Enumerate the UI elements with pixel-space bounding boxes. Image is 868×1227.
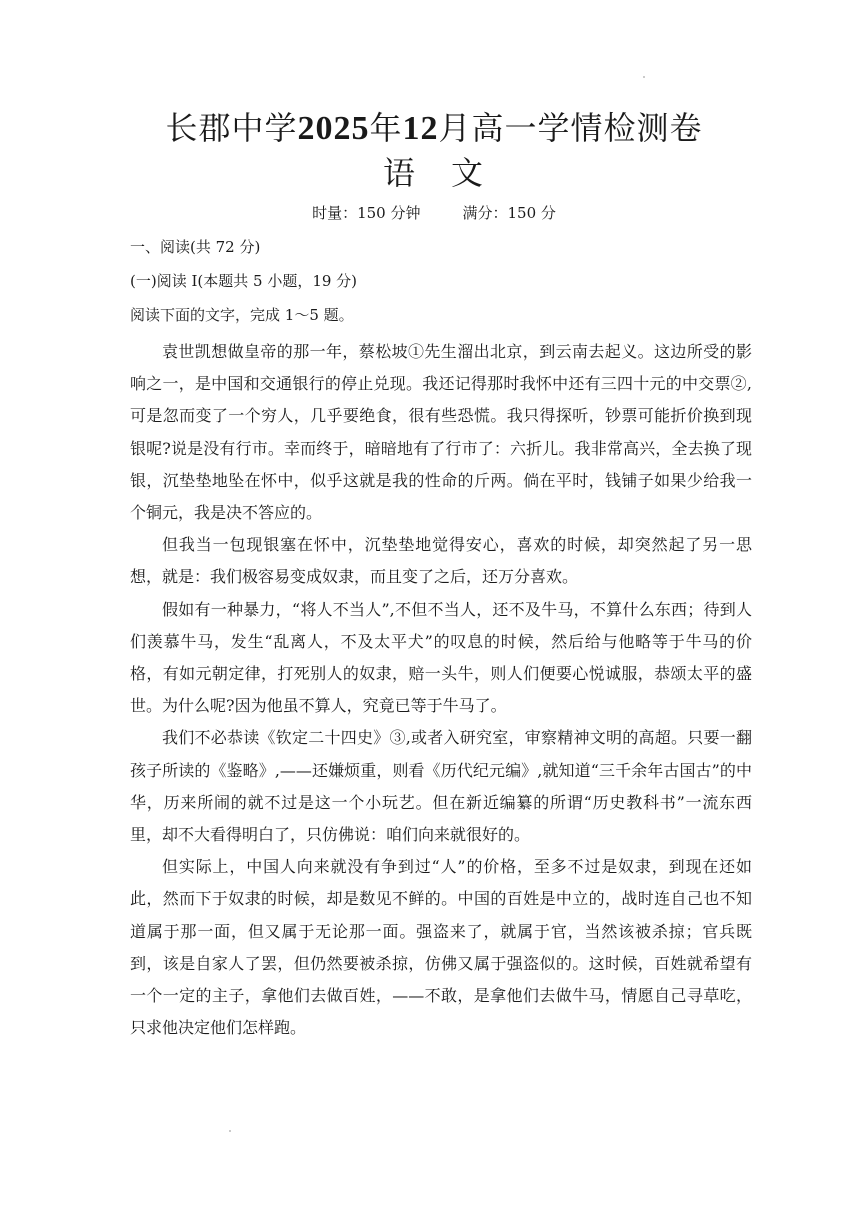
title-month: 12 bbox=[402, 110, 439, 147]
passage-paragraph: 但我当一包现银塞在怀中，沉垫垫地觉得安心，喜欢的时候，却突然起了另一思想，就是：我们极容易变成奴隶，而且变了之后，还万分喜欢。 bbox=[130, 535, 752, 587]
reading-instruction: 阅读下面的文字，完成 1～5 题。 bbox=[130, 306, 354, 324]
passage-paragraph: 我们不必恭读《钦定二十四史》③,或者入研究室，审察精神文明的高超。只要一翻孩子所读的《鉴略》,——还嫌烦重，则看《历代纪元编》,就知道“三千余年古国古”的中华，历来所闹的就不过是这一个小玩艺。但在新近编纂的所谓“历史教科书”一流东西里，却不大看得明白了，只仿佛说：咱们向来就很好的。 bbox=[130, 728, 752, 845]
exam-meta bbox=[0, 201, 868, 225]
scan-speck bbox=[229, 1130, 231, 1132]
title-year-suffix: 年 bbox=[369, 109, 403, 147]
passage-paragraph: 假如有一种暴力，“将人不当人”,不但不当人，还不及牛马，不算什么东西；待到人们羡慕牛马，发生“乱离人，不及太平犬”的叹息的时候，然后给与他略等于牛马的价格，有如元朝定律，打死别人的奴隶，赔一头牛，则人们便要心悦诚服，恭颂太平的盛世。为什么呢?因为他虽不算人，究竟已等于牛马了。 bbox=[130, 599, 752, 716]
full-score: 满分：150 分 bbox=[462, 204, 556, 222]
passage-paragraph: 袁世凯想做皇帝的那一年，蔡松坡①先生溜出北京，到云南去起义。这边所受的影响之一，是中国和交通银行的停止兑现。我还记得那时我怀中还有三四十元的中交票②,可是忽而变了一个穷人，几乎要绝食，很有些恐慌。我只得探听，钞票可能折价换到现银呢?说是没有行市。幸而终于，暗暗地有了行市了：六折儿。我非常高兴，全去换了现银，沉垫垫地坠在怀中，似乎这就是我的性命的斤两。倘在平时，钱铺子如果少给我一个铜元，我是决不答应的。 bbox=[130, 342, 752, 523]
subject-title: 语 文 bbox=[382, 154, 485, 192]
title-school: 长郡中学 bbox=[165, 109, 298, 147]
title-year: 2025 bbox=[297, 110, 370, 147]
scan-speck bbox=[643, 76, 645, 78]
passage-paragraph: 但实际上，中国人向来就没有争到过“人”的价格，至多不过是奴隶，到现在还如此，然而下于奴隶的时候，却是数见不鲜的。中国的百姓是中立的，战时连自己也不知道属于那一面，但又属于无论那一面。强盗来了，就属于官，当然该被杀掠；官兵既到，该是自家人了罢，但仍然要被杀掠，仿佛又属于强盗似的。这时候，百姓就希望有一个一定的主子，拿他们去做百姓，——不敢，是拿他们去做牛马，情愿自己寻草吃，只求他决定他们怎样跑。 bbox=[130, 857, 752, 1038]
section-heading: 一、阅读(共 72 分) bbox=[130, 238, 261, 256]
title-month-suffix: 月高一学情检测卷 bbox=[438, 109, 703, 147]
subsection-heading: (一)阅读 I(本题共 5 小题，19 分) bbox=[130, 272, 358, 290]
reading-passage bbox=[130, 336, 752, 1044]
time-limit: 时量：150 分钟 bbox=[312, 204, 421, 222]
exam-title bbox=[0, 106, 868, 151]
